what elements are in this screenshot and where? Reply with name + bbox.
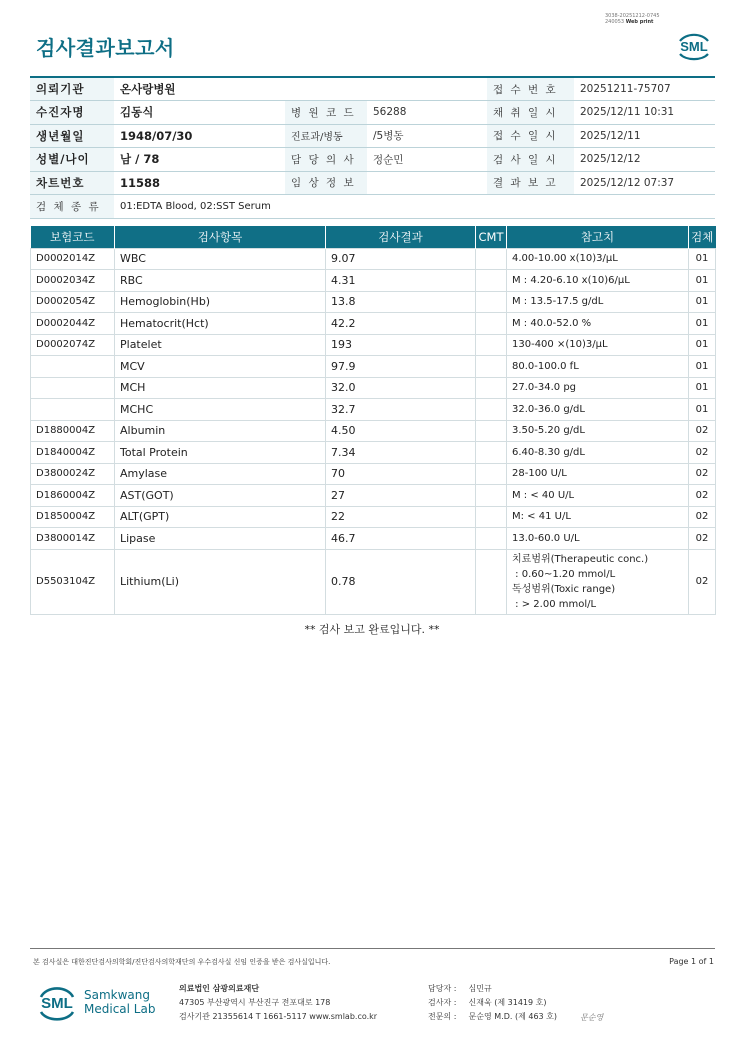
reference-line: 독성범위(Toxic range): [512, 583, 616, 595]
staff-row: [428, 996, 557, 1010]
result-item-cell: Lipase: [115, 528, 326, 550]
info-row: [30, 101, 715, 125]
organization-name: 의료법인 삼광의료재단: [179, 984, 260, 993]
result-value-cell: 4.31: [326, 270, 476, 292]
result-item-cell: MCV: [115, 356, 326, 378]
result-row: [31, 442, 716, 464]
reference-line: 3.50-5.20 g/dL: [512, 425, 585, 437]
result-value-cell: 42.2: [326, 313, 476, 335]
result-value-cell: 32.0: [326, 377, 476, 399]
clinical-info-value: [367, 171, 487, 195]
result-value-cell: 193: [326, 334, 476, 356]
result-reference-cell: [507, 442, 689, 464]
result-item-cell: ALT(GPT): [115, 506, 326, 528]
collected-value: 2025/12/11 10:31: [574, 101, 715, 125]
result-row: [31, 334, 716, 356]
result-reference-cell: [507, 334, 689, 356]
result-cmt-cell: [476, 442, 507, 464]
result-value-cell: 27: [326, 485, 476, 507]
col-header-reference: 참고치: [507, 226, 689, 248]
result-item-cell: Hematocrit(Hct): [115, 313, 326, 335]
result-value-cell: 7.34: [326, 442, 476, 464]
result-specimen-cell: 02: [689, 506, 716, 528]
reference-line: M : 40.0-52.0 %: [512, 317, 592, 329]
organization-address: 47305 부산광역시 부산진구 전포대로 178: [179, 998, 331, 1007]
result-cmt-cell: [476, 420, 507, 442]
result-specimen-cell: 02: [689, 420, 716, 442]
requester-value: 온사랑병원: [114, 77, 487, 101]
result-item-cell: Lithium(Li): [115, 549, 326, 614]
result-row: [31, 463, 716, 485]
result-item-cell: Hemoglobin(Hb): [115, 291, 326, 313]
tested-label: 검 사 일 시: [487, 148, 574, 172]
staff-name: 신재욱 (제 31419 호): [468, 998, 547, 1007]
certification-note: 본 검사실은 대한진단검사의학회/진단검사의학재단의 우수검사실 신임 인증을 받은 검사실입니다.: [33, 958, 331, 966]
receipt-no-label: 접 수 번 호: [487, 77, 574, 101]
result-row: [31, 291, 716, 313]
result-code-cell: D1840004Z: [31, 442, 115, 464]
result-cmt-cell: [476, 506, 507, 528]
result-reference-cell: [507, 485, 689, 507]
result-specimen-cell: 01: [689, 291, 716, 313]
staff-role: 검사자 :: [428, 998, 457, 1007]
patient-value: 김동식: [114, 101, 285, 125]
result-specimen-cell: 02: [689, 485, 716, 507]
results-header-row: [31, 226, 716, 248]
result-row: [31, 420, 716, 442]
result-value-cell: 22: [326, 506, 476, 528]
staff-row: [428, 982, 557, 996]
received-value: 2025/12/11: [574, 124, 715, 148]
result-specimen-cell: 02: [689, 549, 716, 614]
result-item-cell: Amylase: [115, 463, 326, 485]
result-row: [31, 248, 716, 270]
result-cmt-cell: [476, 248, 507, 270]
document-id: [605, 13, 660, 25]
col-header-cmt: CMT: [476, 226, 507, 248]
staff-name: 문순영 M.D. (제 463 호): [468, 1012, 558, 1021]
result-specimen-cell: 01: [689, 377, 716, 399]
reference-line: : 0.60~1.20 mmol/L: [512, 568, 616, 580]
result-item-cell: AST(GOT): [115, 485, 326, 507]
result-row: [31, 377, 716, 399]
reference-line: : > 2.00 mmol/L: [512, 598, 597, 610]
result-reference-cell: [507, 248, 689, 270]
document-id-line2: 240053 Web print: [605, 19, 654, 25]
result-value-cell: 97.9: [326, 356, 476, 378]
result-specimen-cell: 01: [689, 356, 716, 378]
chart-no-value: 11588: [114, 171, 285, 195]
staff-role: 전문의 :: [428, 1012, 457, 1021]
reference-line: 28-100 U/L: [512, 468, 567, 480]
col-header-result: 검사결과: [326, 226, 476, 248]
result-specimen-cell: 01: [689, 270, 716, 292]
lab-name-line2: Medical Lab: [84, 1002, 156, 1016]
result-specimen-cell: 01: [689, 313, 716, 335]
sml-footer-logo-icon: [36, 980, 78, 1024]
result-value-cell: 46.7: [326, 528, 476, 550]
result-cmt-cell: [476, 399, 507, 421]
hospital-code-value: 56288: [367, 101, 487, 125]
info-row: [30, 195, 715, 219]
result-value-cell: 9.07: [326, 248, 476, 270]
result-cmt-cell: [476, 377, 507, 399]
collected-label: 채 취 일 시: [487, 101, 574, 125]
result-row: [31, 506, 716, 528]
receipt-no-value: 20251211-75707: [574, 77, 715, 101]
result-cmt-cell: [476, 463, 507, 485]
document-id-line1: 3038-20251212-0745: [605, 13, 660, 19]
doctor-label: 담 당 의 사: [285, 148, 367, 172]
result-code-cell: D1850004Z: [31, 506, 115, 528]
result-item-cell: WBC: [115, 248, 326, 270]
reference-line: M: < 41 U/L: [512, 511, 571, 523]
results-body: [31, 248, 716, 614]
dob-label: 생년월일: [30, 124, 114, 148]
result-value-cell: 32.7: [326, 399, 476, 421]
result-row: [31, 549, 716, 614]
result-code-cell: D0002034Z: [31, 270, 115, 292]
staff-info: [428, 982, 557, 1024]
sex-age-label: 성별/나이: [30, 148, 114, 172]
doctor-value: 정순민: [367, 148, 487, 172]
result-item-cell: Total Protein: [115, 442, 326, 464]
info-row: [30, 171, 715, 195]
result-specimen-cell: 02: [689, 528, 716, 550]
result-reference-cell: [507, 399, 689, 421]
result-value-cell: 4.50: [326, 420, 476, 442]
result-cmt-cell: [476, 334, 507, 356]
sex-age-value: 남 / 78: [114, 148, 285, 172]
tested-value: 2025/12/12: [574, 148, 715, 172]
clinical-info-label: 임 상 정 보: [285, 171, 367, 195]
info-row: [30, 77, 715, 101]
result-cmt-cell: [476, 528, 507, 550]
result-value-cell: 70: [326, 463, 476, 485]
result-specimen-cell: 02: [689, 463, 716, 485]
result-cmt-cell: [476, 485, 507, 507]
patient-label: 수진자명: [30, 101, 114, 125]
results-table: [30, 226, 716, 615]
result-reference-cell: [507, 291, 689, 313]
result-cmt-cell: [476, 291, 507, 313]
chart-no-label: 차트번호: [30, 171, 114, 195]
result-reference-cell: [507, 506, 689, 528]
result-code-cell: D0002054Z: [31, 291, 115, 313]
result-row: [31, 356, 716, 378]
result-code-cell: D1860004Z: [31, 485, 115, 507]
result-reference-cell: [507, 549, 689, 614]
patient-info-table: [30, 76, 715, 219]
result-cmt-cell: [476, 313, 507, 335]
result-value-cell: 13.8: [326, 291, 476, 313]
result-item-cell: RBC: [115, 270, 326, 292]
reported-value: 2025/12/12 07:37: [574, 171, 715, 195]
result-reference-cell: [507, 377, 689, 399]
result-code-cell: [31, 356, 115, 378]
dob-value: 1948/07/30: [114, 124, 285, 148]
dept-label: 진료과/병동: [285, 124, 367, 148]
specimen-value: 01:EDTA Blood, 02:SST Serum: [114, 195, 715, 219]
result-item-cell: MCHC: [115, 399, 326, 421]
requester-label: 의뢰기관: [30, 77, 114, 101]
result-cmt-cell: [476, 270, 507, 292]
footer-divider: [30, 948, 715, 949]
result-code-cell: [31, 399, 115, 421]
report-title: 검사결과보고서: [36, 36, 175, 60]
result-code-cell: D3800024Z: [31, 463, 115, 485]
result-cmt-cell: [476, 549, 507, 614]
sml-logo-icon: [674, 28, 714, 62]
reference-line: 13.0-60.0 U/L: [512, 532, 580, 544]
lab-name-line1: Samkwang: [84, 988, 150, 1002]
result-cmt-cell: [476, 356, 507, 378]
result-row: [31, 485, 716, 507]
result-specimen-cell: 01: [689, 334, 716, 356]
result-row: [31, 270, 716, 292]
result-reference-cell: [507, 270, 689, 292]
result-code-cell: [31, 377, 115, 399]
result-reference-cell: [507, 420, 689, 442]
result-reference-cell: [507, 463, 689, 485]
result-specimen-cell: 01: [689, 399, 716, 421]
reported-label: 결 과 보 고: [487, 171, 574, 195]
result-code-cell: D0002044Z: [31, 313, 115, 335]
organization-info: [179, 982, 377, 1024]
dept-value: /5병동: [367, 124, 487, 148]
info-row: [30, 124, 715, 148]
result-specimen-cell: 01: [689, 248, 716, 270]
staff-role: 담당자 :: [428, 984, 457, 993]
reference-line: 32.0-36.0 g/dL: [512, 403, 585, 415]
result-code-cell: D0002074Z: [31, 334, 115, 356]
reference-line: 80.0-100.0 fL: [512, 360, 579, 372]
result-value-cell: 0.78: [326, 549, 476, 614]
result-row: [31, 528, 716, 550]
result-row: [31, 313, 716, 335]
col-header-test-item: 검사항목: [115, 226, 326, 248]
hospital-code-label: 병 원 코 드: [285, 101, 367, 125]
reference-line: 27.0-34.0 pg: [512, 382, 577, 394]
result-row: [31, 399, 716, 421]
page-number: Page 1 of 1: [669, 957, 714, 966]
reference-line: 4.00-10.00 x(10)3/μL: [512, 253, 618, 265]
result-reference-cell: [507, 528, 689, 550]
result-specimen-cell: 02: [689, 442, 716, 464]
staff-row: [428, 1010, 557, 1024]
staff-name: 심민규: [468, 984, 492, 993]
reference-line: M : 4.20-6.10 x(10)6/μL: [512, 274, 630, 286]
reference-line: M : < 40 U/L: [512, 489, 575, 501]
result-item-cell: MCH: [115, 377, 326, 399]
result-code-cell: D3800014Z: [31, 528, 115, 550]
organization-contact: 검사기관 21355614 T 1661-5117 www.smlab.co.kr: [179, 1012, 378, 1021]
info-row: [30, 148, 715, 172]
lab-name: [84, 988, 155, 1016]
reference-line: 치료범위(Therapeutic conc.): [512, 553, 649, 565]
result-reference-cell: [507, 313, 689, 335]
signature: 문순영: [580, 1013, 604, 1022]
result-code-cell: D0002014Z: [31, 248, 115, 270]
result-item-cell: Albumin: [115, 420, 326, 442]
completion-note: ** 검사 보고 완료입니다. **: [304, 623, 440, 636]
result-code-cell: D1880004Z: [31, 420, 115, 442]
received-label: 접 수 일 시: [487, 124, 574, 148]
result-reference-cell: [507, 356, 689, 378]
sml-footer-logo-text: SML: [41, 995, 73, 1012]
col-header-specimen: 검체: [689, 226, 716, 248]
col-header-insurance-code: 보험코드: [31, 226, 115, 248]
reference-line: 130-400 ×(10)3/μL: [512, 339, 608, 351]
reference-line: M : 13.5-17.5 g/dL: [512, 296, 604, 308]
result-code-cell: D5503104Z: [31, 549, 115, 614]
result-item-cell: Platelet: [115, 334, 326, 356]
reference-line: 6.40-8.30 g/dL: [512, 446, 585, 458]
sml-logo-text: SML: [680, 39, 708, 54]
specimen-label: 검 체 종 류: [30, 195, 114, 219]
